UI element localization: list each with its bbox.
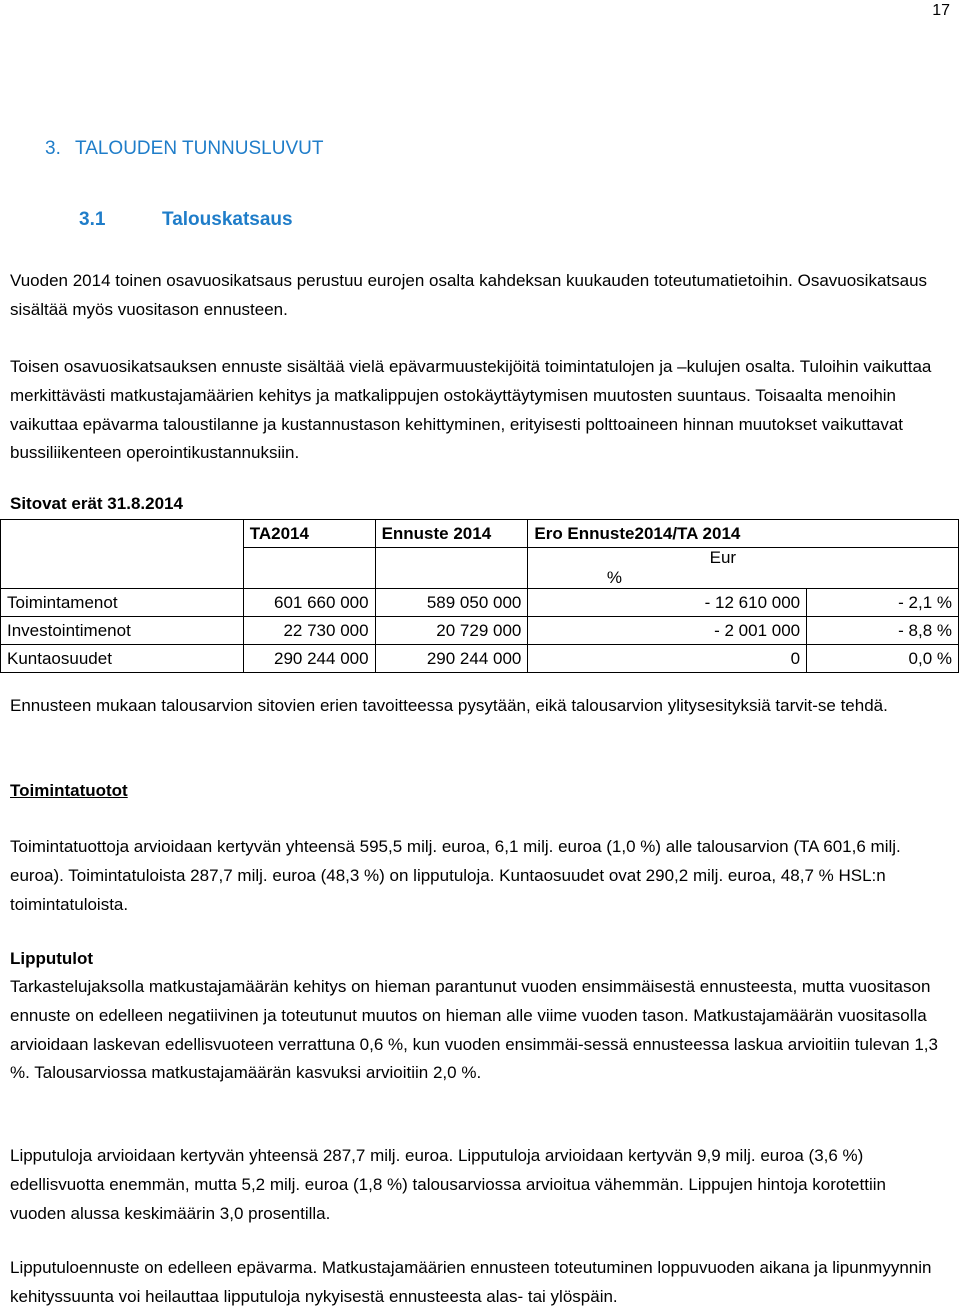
- intro-paragraph-1: Vuoden 2014 toinen osavuosikatsaus perustuu eurojen osalta kahdeksan kuukauden toteutumatietoihin. Osavuosikatsaus sisältää myös vuositason ennusteen.: [10, 271, 928, 319]
- subsection-title: Talouskatsaus: [162, 209, 293, 230]
- lipputulot-paragraph-1: Tarkastelujaksolla matkustajamäärän kehitys on hieman parantunut vuoden ensimmäisestä ennusteesta, mutta vuositason ennuste on edelleen negatiivinen ja toteutunut muutos on hieman alle viime vuoden tason. Matkustajamäärän vuositasolla arvioidaan laskevan edellisvuoteen verrattuna 0,6 %, kun vuoden ensimmäi-sessä ennusteessa laskua arvioitiin tulevan 1,3 %. Talousarviossa matkustajamäärän kasvuksi arvioitiin 2,0 %.: [10, 977, 938, 1083]
- page-number: 17: [932, 2, 950, 19]
- budget-table: [0, 519, 959, 673]
- row-ennuste: 290 244 000: [375, 645, 528, 673]
- row-ta: 601 660 000: [243, 589, 375, 617]
- subheader-pct: %: [606, 568, 622, 587]
- section-heading: [45, 138, 323, 160]
- row-ta: 290 244 000: [243, 645, 375, 673]
- section-number: 3.: [45, 138, 61, 159]
- table-caption: Sitovat erät 31.8.2014: [10, 494, 183, 513]
- row-ta: 22 730 000: [243, 617, 375, 645]
- subsection-number: 3.1: [79, 209, 106, 230]
- intro-paragraph-2: Toisen osavuosikatsauksen ennuste sisältää vielä epävarmuustekijöitä toimintatulojen ja –kulujen osalta. Tuloihin vaikuttaa merkittävästi matkustajamäärien kehitys ja matkalippujen ostokäyttäytymisen muutosten suuntaus. Toisaalta menoihin vaikuttaa epävarma taloustilanne ja kustannustason kehittyminen, erityisesti polttoaineen hinnan muutokset vaikuttavat bussiliikenteen operointikustannuksiin.: [10, 357, 932, 463]
- row-label: Kuntaosuudet: [1, 645, 244, 673]
- table-subheader-row: [1, 548, 959, 589]
- row-ennuste: 589 050 000: [375, 589, 528, 617]
- row-eur: - 12 610 000: [528, 589, 807, 617]
- table-row: [1, 617, 959, 645]
- subsection-heading: [79, 209, 293, 231]
- row-eur: - 2 001 000: [528, 617, 807, 645]
- row-label: Investointimenot: [1, 617, 244, 645]
- lipputulot-heading: Lipputulot: [10, 949, 94, 968]
- section-title: TALOUDEN TUNNUSLUVUT: [75, 138, 324, 159]
- subheader-empty-ennuste: [375, 548, 528, 589]
- row-pct: 0,0 %: [807, 645, 959, 673]
- header-empty-cell: [1, 520, 244, 548]
- header-ta: TA2014: [243, 520, 375, 548]
- subheader-eur: Eur: [709, 548, 737, 567]
- lipputulot-paragraph-2: Lipputuloja arvioidaan kertyvän yhteensä 287,7 milj. euroa. Lipputuloja arvioidaan kertyvän 9,9 milj. euroa (3,6 %) edellisvuotta enemmän, mutta 5,2 milj. euroa (1,8 %) talousarviossa arvioitua vähemmän. Lippujen hintoja korotettiin vuoden alussa keskimäärin 3,0 prosentilla.: [10, 1146, 886, 1223]
- table-row: [1, 589, 959, 617]
- row-label: Toimintamenot: [1, 589, 244, 617]
- subheader-empty-cell: [1, 548, 244, 589]
- lipputulot-paragraph-3: Lipputuloennuste on edelleen epävarma. Matkustajamäärien ennusteen toteutuminen loppuvuoden aikana ja lipunmyynnin kehityssuunta voi heilauttaa lipputuloja nykyisestä ennusteesta alas- tai ylöspäin.: [10, 1258, 932, 1306]
- table-row: [1, 645, 959, 673]
- after-table-paragraph: Ennusteen mukaan talousarvion sitovien erien tavoitteessa pysytään, eikä talousarvion ylitysesityksiä tarvit-se tehdä.: [10, 696, 888, 715]
- header-ennuste: Ennuste 2014: [375, 520, 528, 548]
- header-ero: Ero Ennuste2014/TA 2014: [528, 520, 959, 548]
- row-pct: - 2,1 %: [807, 589, 959, 617]
- row-eur: 0: [528, 645, 807, 673]
- row-pct: - 8,8 %: [807, 617, 959, 645]
- row-ennuste: 20 729 000: [375, 617, 528, 645]
- table-header-row: [1, 520, 959, 548]
- toimintatuotot-heading: Toimintatuotot: [10, 781, 128, 800]
- subheader-empty-ta: [243, 548, 375, 589]
- toimintatuotot-paragraph: Toimintatuottoja arvioidaan kertyvän yhteensä 595,5 milj. euroa, 6,1 milj. euroa (1,0 %) alle talousarvion (TA 601,6 milj. euroa). Toimintatuloista 287,7 milj. euroa (48,3 %) on lipputuloja. Kuntaosuudet ovat 290,2 milj. euroa, 48,7 % HSL:n toimintatuloista.: [10, 837, 901, 914]
- subheader-units: [528, 548, 959, 589]
